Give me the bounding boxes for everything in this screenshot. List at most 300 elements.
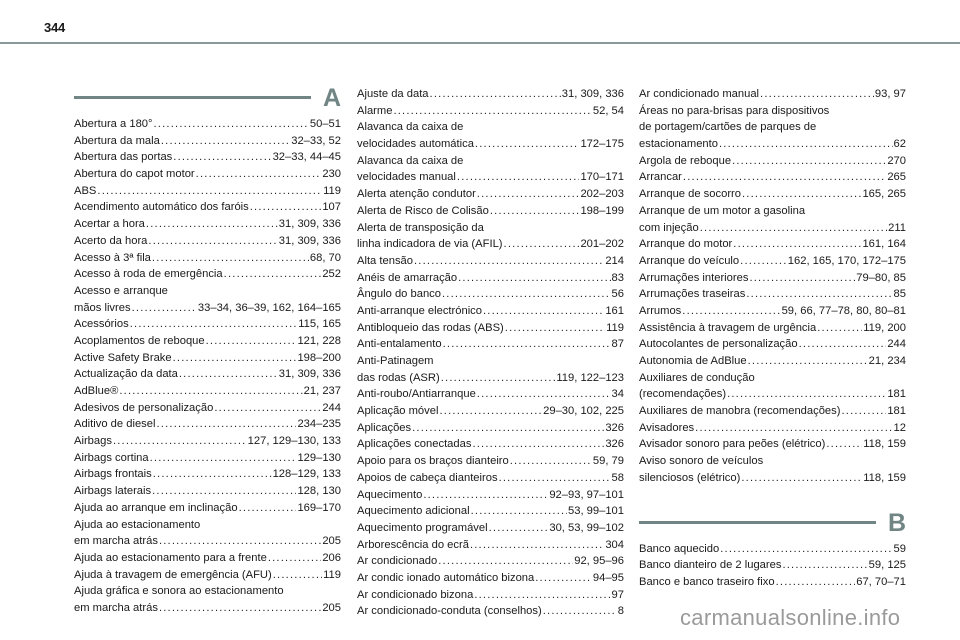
dot-leader — [161, 133, 290, 150]
page-reference: 29–30, 102, 225 — [543, 405, 624, 418]
dot-leader — [732, 153, 886, 170]
dot-leader — [683, 169, 886, 186]
index-term: Alta tensão — [357, 254, 413, 267]
index-entry — [639, 420, 906, 437]
page-reference: 59, 79 — [592, 455, 624, 468]
page-reference: 92–93, 97–101 — [549, 488, 624, 501]
page-reference: 21, 234 — [868, 355, 906, 367]
index-term: Alerta atenção condutor — [357, 188, 476, 201]
index-term: linha indicadora de via (AFIL) — [357, 238, 503, 251]
dot-leader — [441, 370, 556, 387]
index-entry — [357, 103, 624, 120]
index-entry — [639, 86, 906, 103]
index-term: Autocolantes de personalização — [639, 338, 798, 351]
dot-leader — [733, 236, 861, 253]
page-reference: 119 — [323, 568, 341, 581]
index-entry — [74, 116, 341, 133]
index-entry — [357, 470, 624, 487]
index-term: Aquecimento — [357, 488, 423, 501]
index-term: Apoios de cabeça dianteiros — [357, 471, 498, 484]
page-reference: 170–171 — [580, 171, 624, 184]
page-reference: 56 — [611, 288, 624, 301]
index-term: Aquecimento programável — [357, 521, 488, 534]
index-term: Aquecimento adicional — [357, 505, 470, 518]
page-reference: 92, 95–96 — [574, 555, 624, 568]
page-reference: 58 — [611, 471, 624, 484]
page-reference: 205 — [322, 601, 341, 614]
index-term: Arrancar — [639, 171, 682, 184]
dot-leader — [475, 136, 580, 153]
page-reference: 107 — [322, 201, 341, 214]
index-term: Auxiliares de manobra (recomendações) — [639, 405, 841, 418]
page-reference: 118, 159 — [863, 438, 906, 451]
index-entry — [74, 466, 341, 483]
dot-leader — [423, 487, 548, 504]
index-entry — [357, 420, 624, 437]
index-entry — [357, 336, 624, 353]
index-entry — [357, 453, 624, 470]
index-entry — [639, 236, 906, 253]
index-term: Abertura do capot motor — [74, 168, 195, 181]
dot-leader — [749, 270, 855, 287]
index-entry — [357, 186, 624, 203]
index-term: Airbags cortina — [74, 451, 149, 464]
index-entry — [74, 600, 341, 617]
index-entry — [357, 253, 624, 270]
index-term: em marcha atrás — [74, 601, 158, 614]
page-reference: 119, 122–123 — [556, 371, 624, 384]
page-reference: 52, 54 — [592, 104, 624, 117]
dot-leader — [268, 550, 322, 567]
dot-leader — [443, 336, 611, 353]
index-entry — [357, 436, 624, 453]
section-rule — [639, 521, 876, 524]
index-term: estacionamento — [639, 138, 718, 151]
dot-leader — [746, 286, 892, 303]
index-entry — [639, 253, 906, 270]
index-term: das rodas (ASR) — [357, 371, 440, 384]
index-term: Abertura das portas — [74, 151, 173, 164]
index-entry — [74, 450, 341, 467]
page-reference: 93, 97 — [874, 88, 906, 100]
index-entry — [357, 270, 624, 287]
index-entry-heading: Ajuda gráfica e sonora ao estacionamento — [74, 585, 284, 598]
index-entry — [639, 270, 906, 287]
section-spacer — [639, 487, 906, 511]
watermark: carmanualsonline.info — [680, 605, 901, 630]
dot-leader — [483, 303, 604, 320]
page-reference: 87 — [611, 338, 624, 351]
page-reference: 181 — [887, 405, 906, 418]
dot-leader — [535, 570, 592, 587]
index-term: velocidades automática — [357, 138, 474, 151]
dot-leader — [430, 86, 561, 103]
index-entry — [357, 320, 624, 337]
page-reference: 202–203 — [580, 188, 624, 201]
page-reference: 21, 237 — [303, 385, 341, 397]
index-entry — [357, 236, 624, 253]
dot-leader — [477, 186, 580, 203]
index-entry — [74, 233, 341, 250]
dot-leader — [130, 316, 298, 333]
index-entry — [74, 250, 341, 267]
dot-leader — [817, 320, 862, 337]
index-term: Ajuste da data — [357, 88, 429, 100]
page-reference: 244 — [887, 338, 906, 351]
dot-leader — [152, 250, 309, 267]
index-entry-heading: Arranque de um motor a gasolina — [639, 204, 806, 217]
page-reference: 198–199 — [580, 204, 624, 217]
index-entry — [639, 403, 906, 420]
index-term: Aplicações — [357, 421, 412, 434]
index-entry — [74, 500, 341, 517]
index-entry — [639, 541, 906, 558]
page-reference: 172–175 — [580, 138, 624, 151]
dot-leader — [700, 220, 887, 237]
page-reference: 59 — [893, 542, 906, 555]
dot-leader — [206, 333, 297, 350]
index-term: Ar condicionado — [357, 555, 438, 568]
page-reference: 169–170 — [297, 501, 341, 514]
index-entry — [357, 386, 624, 403]
page-reference: 201–202 — [580, 238, 624, 251]
index-entry — [74, 416, 341, 433]
page-reference: 31, 309, 336 — [561, 88, 624, 100]
dot-leader — [119, 383, 302, 400]
index-term: Banco e banco traseiro fixo — [639, 575, 775, 588]
index-entry — [357, 203, 624, 220]
index-entry — [74, 266, 341, 283]
page-reference: 32–33, 52 — [291, 134, 341, 147]
index-term: Arranque do veículo — [639, 254, 740, 267]
index-term: Alarme — [357, 104, 393, 117]
page-reference: 121, 228 — [297, 334, 341, 347]
index-term: silenciosos (elétrico) — [639, 471, 741, 484]
dot-leader — [442, 286, 611, 303]
index-term: Ar condic ionado automático bizona — [357, 571, 535, 584]
dot-leader — [499, 470, 611, 487]
dot-leader — [214, 400, 321, 417]
dot-leader — [505, 320, 605, 337]
page-reference: 97 — [611, 588, 624, 601]
section-header — [639, 508, 906, 541]
dot-leader — [179, 366, 278, 383]
index-term: Ar condicionado bizona — [357, 588, 474, 601]
section-rule — [74, 96, 311, 99]
index-term: Ajuda à travagem de emergência (AFU) — [74, 568, 272, 581]
index-entry — [639, 353, 906, 370]
page-reference: 59, 125 — [868, 559, 906, 572]
index-term: Arranque de socorro — [639, 188, 741, 201]
index-entry — [74, 149, 341, 166]
dot-leader — [152, 483, 296, 500]
index-entry — [639, 169, 906, 186]
index-entry — [639, 186, 906, 203]
index-entry — [74, 166, 341, 183]
dot-leader — [719, 136, 893, 153]
dot-leader — [156, 416, 296, 433]
dot-leader — [173, 350, 297, 367]
index-entry — [74, 350, 341, 367]
dot-leader — [543, 603, 617, 620]
page-reference: 79–80, 85 — [856, 271, 906, 284]
index-entry — [74, 300, 341, 317]
index-term: Acesso à 3ª fila — [74, 251, 151, 264]
page-reference: 62 — [893, 138, 906, 151]
index-term: mãos livres — [74, 301, 131, 314]
index-term: (recomendações) — [639, 388, 727, 401]
dot-leader — [826, 436, 862, 453]
dot-leader — [457, 169, 580, 186]
dot-leader — [727, 386, 886, 403]
index-term: Assistência à travagem de urgência — [639, 321, 817, 334]
index-entry — [74, 366, 341, 383]
page-reference: 94–95 — [592, 571, 624, 584]
index-term: Abertura a 180° — [74, 118, 153, 130]
index-term: Ar condicionado manual — [639, 88, 760, 100]
index-entry-heading: Alerta de transposição da — [357, 221, 484, 234]
dot-leader — [477, 386, 611, 403]
index-entry — [357, 286, 624, 303]
dot-leader — [458, 270, 610, 287]
index-term: Aditivo de diesel — [74, 418, 156, 431]
index-entry — [357, 487, 624, 504]
page-reference: 32–33, 44–45 — [272, 151, 341, 164]
index-entry — [74, 133, 341, 150]
index-term: Autonomia de AdBlue — [639, 355, 747, 367]
page-reference: 230 — [322, 168, 341, 181]
dot-leader — [490, 203, 580, 220]
page-reference: 205 — [322, 535, 341, 548]
index-term: Active Safety Brake — [74, 351, 172, 364]
header-divider — [0, 42, 960, 44]
index-term: Adesivos de personalização — [74, 401, 214, 414]
index-term: velocidades manual — [357, 171, 456, 184]
index-entry — [357, 520, 624, 537]
index-entry — [74, 383, 341, 400]
index-term: Avisadores — [639, 421, 695, 434]
index-entry — [74, 183, 341, 200]
page-reference: 234–235 — [297, 418, 341, 431]
page-reference: 34 — [611, 388, 624, 401]
page-reference: 326 — [605, 421, 624, 434]
index-term: Airbags frontais — [74, 468, 152, 481]
page-reference: 115, 165 — [298, 318, 341, 331]
index-entry — [74, 433, 341, 450]
index-term: Anéis de amarração — [357, 271, 458, 284]
index-entry — [639, 136, 906, 153]
dot-leader — [776, 574, 856, 591]
index-entry — [357, 603, 624, 620]
page-reference: 214 — [605, 254, 624, 267]
page-reference: 244 — [322, 401, 341, 414]
index-entry — [74, 400, 341, 417]
index-entry — [74, 216, 341, 233]
index-term: com injeção — [639, 221, 699, 234]
dot-leader — [841, 403, 886, 420]
page-reference: 326 — [605, 438, 624, 451]
dot-leader — [470, 537, 604, 554]
index-term: Anti-roubo/Antiarranque — [357, 388, 476, 401]
index-entry-heading: Ajuda ao estacionamento — [74, 518, 201, 531]
page-reference: 162, 165, 170, 172–175 — [787, 254, 906, 267]
index-term: Alerta de Risco de Colisão — [357, 204, 489, 217]
index-term: Arrumos — [639, 304, 682, 317]
dot-leader — [682, 303, 780, 320]
page-reference: 31, 309, 336 — [278, 234, 341, 247]
index-entry — [74, 316, 341, 333]
dot-leader — [146, 216, 278, 233]
section-letter: B — [887, 508, 906, 537]
dot-leader — [782, 557, 867, 574]
index-entry — [357, 537, 624, 554]
index-term: Acerto da hora — [74, 234, 148, 247]
dot-leader — [439, 403, 542, 420]
index-term: Airbags laterais — [74, 485, 152, 498]
index-term: Acoplamentos de reboque — [74, 334, 205, 347]
page-reference: 31, 309, 336 — [278, 368, 341, 381]
page-reference: 129–130 — [297, 451, 341, 464]
index-entry-heading: Anti-Patinagem — [357, 355, 434, 367]
page-reference: 127, 129–130, 133 — [247, 435, 341, 448]
page-reference: 265 — [887, 171, 906, 184]
page-reference: 31, 309, 336 — [278, 218, 341, 231]
index-entry-heading: Alavanca da caixa de — [357, 154, 464, 167]
index-term: Acertar a hora — [74, 218, 145, 231]
index-entry — [357, 503, 624, 520]
index-term: Ajuda ao estacionamento para a frente — [74, 551, 267, 564]
index-term: Actualização da data — [74, 368, 178, 381]
index-entry — [639, 220, 906, 237]
index-entry — [639, 436, 906, 453]
index-term: Ângulo do banco — [357, 288, 441, 301]
page-reference: 119 — [606, 321, 624, 334]
index-term: Ar condicionado-conduta (conselhos) — [357, 605, 542, 618]
page-reference: 12 — [893, 421, 906, 434]
index-term: Antibloqueio das rodas (ABS) — [357, 321, 504, 334]
index-term: Argola de reboque — [639, 154, 732, 167]
page-reference: 83 — [611, 271, 624, 284]
index-term: Anti-entalamento — [357, 338, 442, 351]
dot-leader — [474, 587, 610, 604]
index-entry-heading: Alavanca da caixa de — [357, 121, 464, 134]
page-reference: 161, 164 — [862, 238, 906, 251]
dot-leader — [250, 199, 322, 216]
dot-leader — [150, 450, 297, 467]
dot-leader — [438, 553, 573, 570]
index-entry — [357, 303, 624, 320]
dot-leader — [414, 253, 604, 270]
dot-leader — [132, 300, 197, 317]
index-entry — [357, 587, 624, 604]
page-reference: 181 — [887, 388, 906, 401]
dot-leader — [748, 353, 868, 370]
index-entry — [639, 574, 906, 591]
index-term: Banco aquecido — [639, 542, 720, 555]
dot-leader — [720, 541, 892, 558]
dot-leader — [97, 183, 322, 200]
dot-leader — [159, 600, 321, 617]
index-term: AdBlue® — [74, 385, 119, 397]
dot-leader — [273, 567, 322, 584]
dot-leader — [159, 533, 321, 550]
index-term: Acesso à roda de emergência — [74, 268, 223, 281]
page-reference: 165, 265 — [862, 188, 906, 201]
index-entry — [357, 370, 624, 387]
index-entry — [357, 570, 624, 587]
dot-leader — [741, 470, 862, 487]
page-reference: 119, 200 — [863, 321, 906, 334]
page-reference: 161 — [605, 304, 624, 317]
index-term: em marcha atrás — [74, 535, 158, 548]
dot-leader — [742, 186, 861, 203]
dot-leader — [472, 436, 604, 453]
page-reference: 118, 159 — [863, 471, 906, 484]
index-entry — [639, 386, 906, 403]
index-entry — [74, 199, 341, 216]
page-reference: 30, 53, 99–102 — [549, 521, 624, 534]
index-term: Arrumações interiores — [639, 271, 749, 284]
page-reference: 211 — [888, 221, 906, 234]
dot-leader — [224, 266, 322, 283]
page-reference: 304 — [605, 538, 624, 551]
page-reference: 128–129, 133 — [272, 468, 341, 481]
page-reference: 119 — [323, 184, 341, 197]
page-reference: 85 — [893, 288, 906, 301]
index-term: Arrumações traseiras — [639, 288, 746, 301]
page-number: 344 — [44, 20, 66, 35]
page-reference: 252 — [322, 268, 341, 281]
index-term: Airbags — [74, 435, 112, 448]
index-term: Arborescência do ecrã — [357, 538, 469, 551]
dot-leader — [113, 433, 247, 450]
dot-leader — [489, 520, 549, 537]
index-entry — [74, 567, 341, 584]
index-term: Acendimento automático dos faróis — [74, 201, 249, 214]
index-entry — [357, 553, 624, 570]
index-column-2 — [357, 86, 624, 620]
index-term: Ajuda ao arranque em inclinação — [74, 501, 238, 514]
index-term: Anti-arranque electrónico — [357, 304, 482, 317]
dot-leader — [412, 420, 604, 437]
index-entry — [74, 333, 341, 350]
index-term: ABS — [74, 184, 97, 197]
page-reference: 8 — [617, 605, 624, 618]
index-entry — [639, 153, 906, 170]
index-entry-heading: Aviso sonoro de veículos — [639, 455, 764, 468]
index-entry — [639, 303, 906, 320]
index-entry — [639, 286, 906, 303]
index-entry-heading: Acesso e arranque — [74, 284, 168, 297]
index-entry — [74, 533, 341, 550]
dot-leader — [504, 236, 580, 253]
dot-leader — [471, 503, 567, 520]
index-entry — [639, 557, 906, 574]
index-term: Banco dianteiro de 2 lugares — [639, 559, 782, 572]
index-column-1 — [74, 86, 341, 617]
page-reference: 206 — [322, 551, 341, 564]
section-header — [74, 86, 341, 116]
index-term: Abertura da mala — [74, 134, 160, 147]
index-entry — [357, 169, 624, 186]
index-entry — [357, 403, 624, 420]
page-reference: 50–51 — [309, 118, 341, 130]
dot-leader — [154, 116, 309, 133]
index-term: Apoio para os braços dianteiro — [357, 455, 509, 468]
index-entry — [639, 470, 906, 487]
dot-leader — [148, 233, 277, 250]
page-reference: 53, 99–101 — [568, 505, 624, 518]
